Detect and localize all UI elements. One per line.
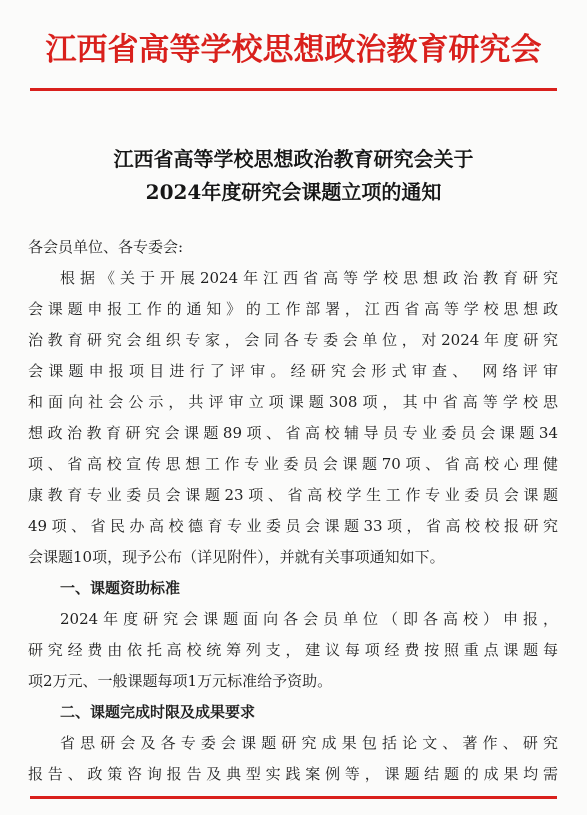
document-title-line-1: 江西省高等学校思想政治教育研究会关于 <box>113 147 474 171</box>
paragraph1-line: 康教育专业委员会课题23项、省高校学生工作专业委员会课题 <box>28 486 558 504</box>
paragraph1-line: 想政治教育研究会课题89项、省高校辅导员专业委员会课题34 <box>28 424 558 442</box>
section2-heading: 二、课题完成时限及成果要求 <box>60 703 256 721</box>
paragraph1-line: 和面向社会公示，共评审立项课题308项，其中省高等学校思 <box>28 393 558 411</box>
salutation: 各会员单位、各专委会: <box>28 238 184 256</box>
document-body <box>28 232 558 790</box>
section2-line: 报告、政策咨询报告及典型实践案例等，课题结题的成果均需 <box>28 765 558 783</box>
paragraph1-line: 项、省高校宣传思想工作专业委员会课题70项、省高校心理健 <box>28 455 558 473</box>
footer-red-divider <box>30 796 557 799</box>
section1-line: 2024年度研究会课题面向各会员单位（即各高校）申报， <box>60 610 558 628</box>
section1-line: 研究经费由依托高校统筹列支，建议每项经费按照重点课题每 <box>28 641 558 659</box>
section1-line: 项2万元、一般课题每项1万元标准给予资助。 <box>28 672 333 690</box>
document-title-line-2: 2024年度研究会课题立项的通知 <box>145 180 442 204</box>
paragraph1-line: 根据《关于开展2024年江西省高等学校思想政治教育研究 <box>60 269 558 287</box>
paragraph1-line: 会课题10项，现予公布（详见附件），并就有关事项通知如下。 <box>28 548 445 566</box>
paragraph1-line: 会课题申报项目进行了评审。经研究会形式审查、 网络评审 <box>28 362 558 380</box>
masthead-organization-name: 江西省高等学校思想政治教育研究会 <box>45 32 542 68</box>
masthead-red-divider <box>30 88 557 91</box>
paragraph1-line: 会课题申报工作的通知》的工作部署，江西省高等学校思想政 <box>28 300 558 318</box>
paragraph1-line: 治教育研究会组织专家，会同各专委会单位，对2024年度研究 <box>28 331 558 349</box>
section1-heading: 一、课题资助标准 <box>60 579 181 597</box>
section2-line: 省思研会及各专委会课题研究成果包括论文、著作、研究 <box>60 734 558 752</box>
paragraph1-line: 49项、省民办高校德育专业委员会课题33项，省高校校报研究 <box>28 517 558 535</box>
